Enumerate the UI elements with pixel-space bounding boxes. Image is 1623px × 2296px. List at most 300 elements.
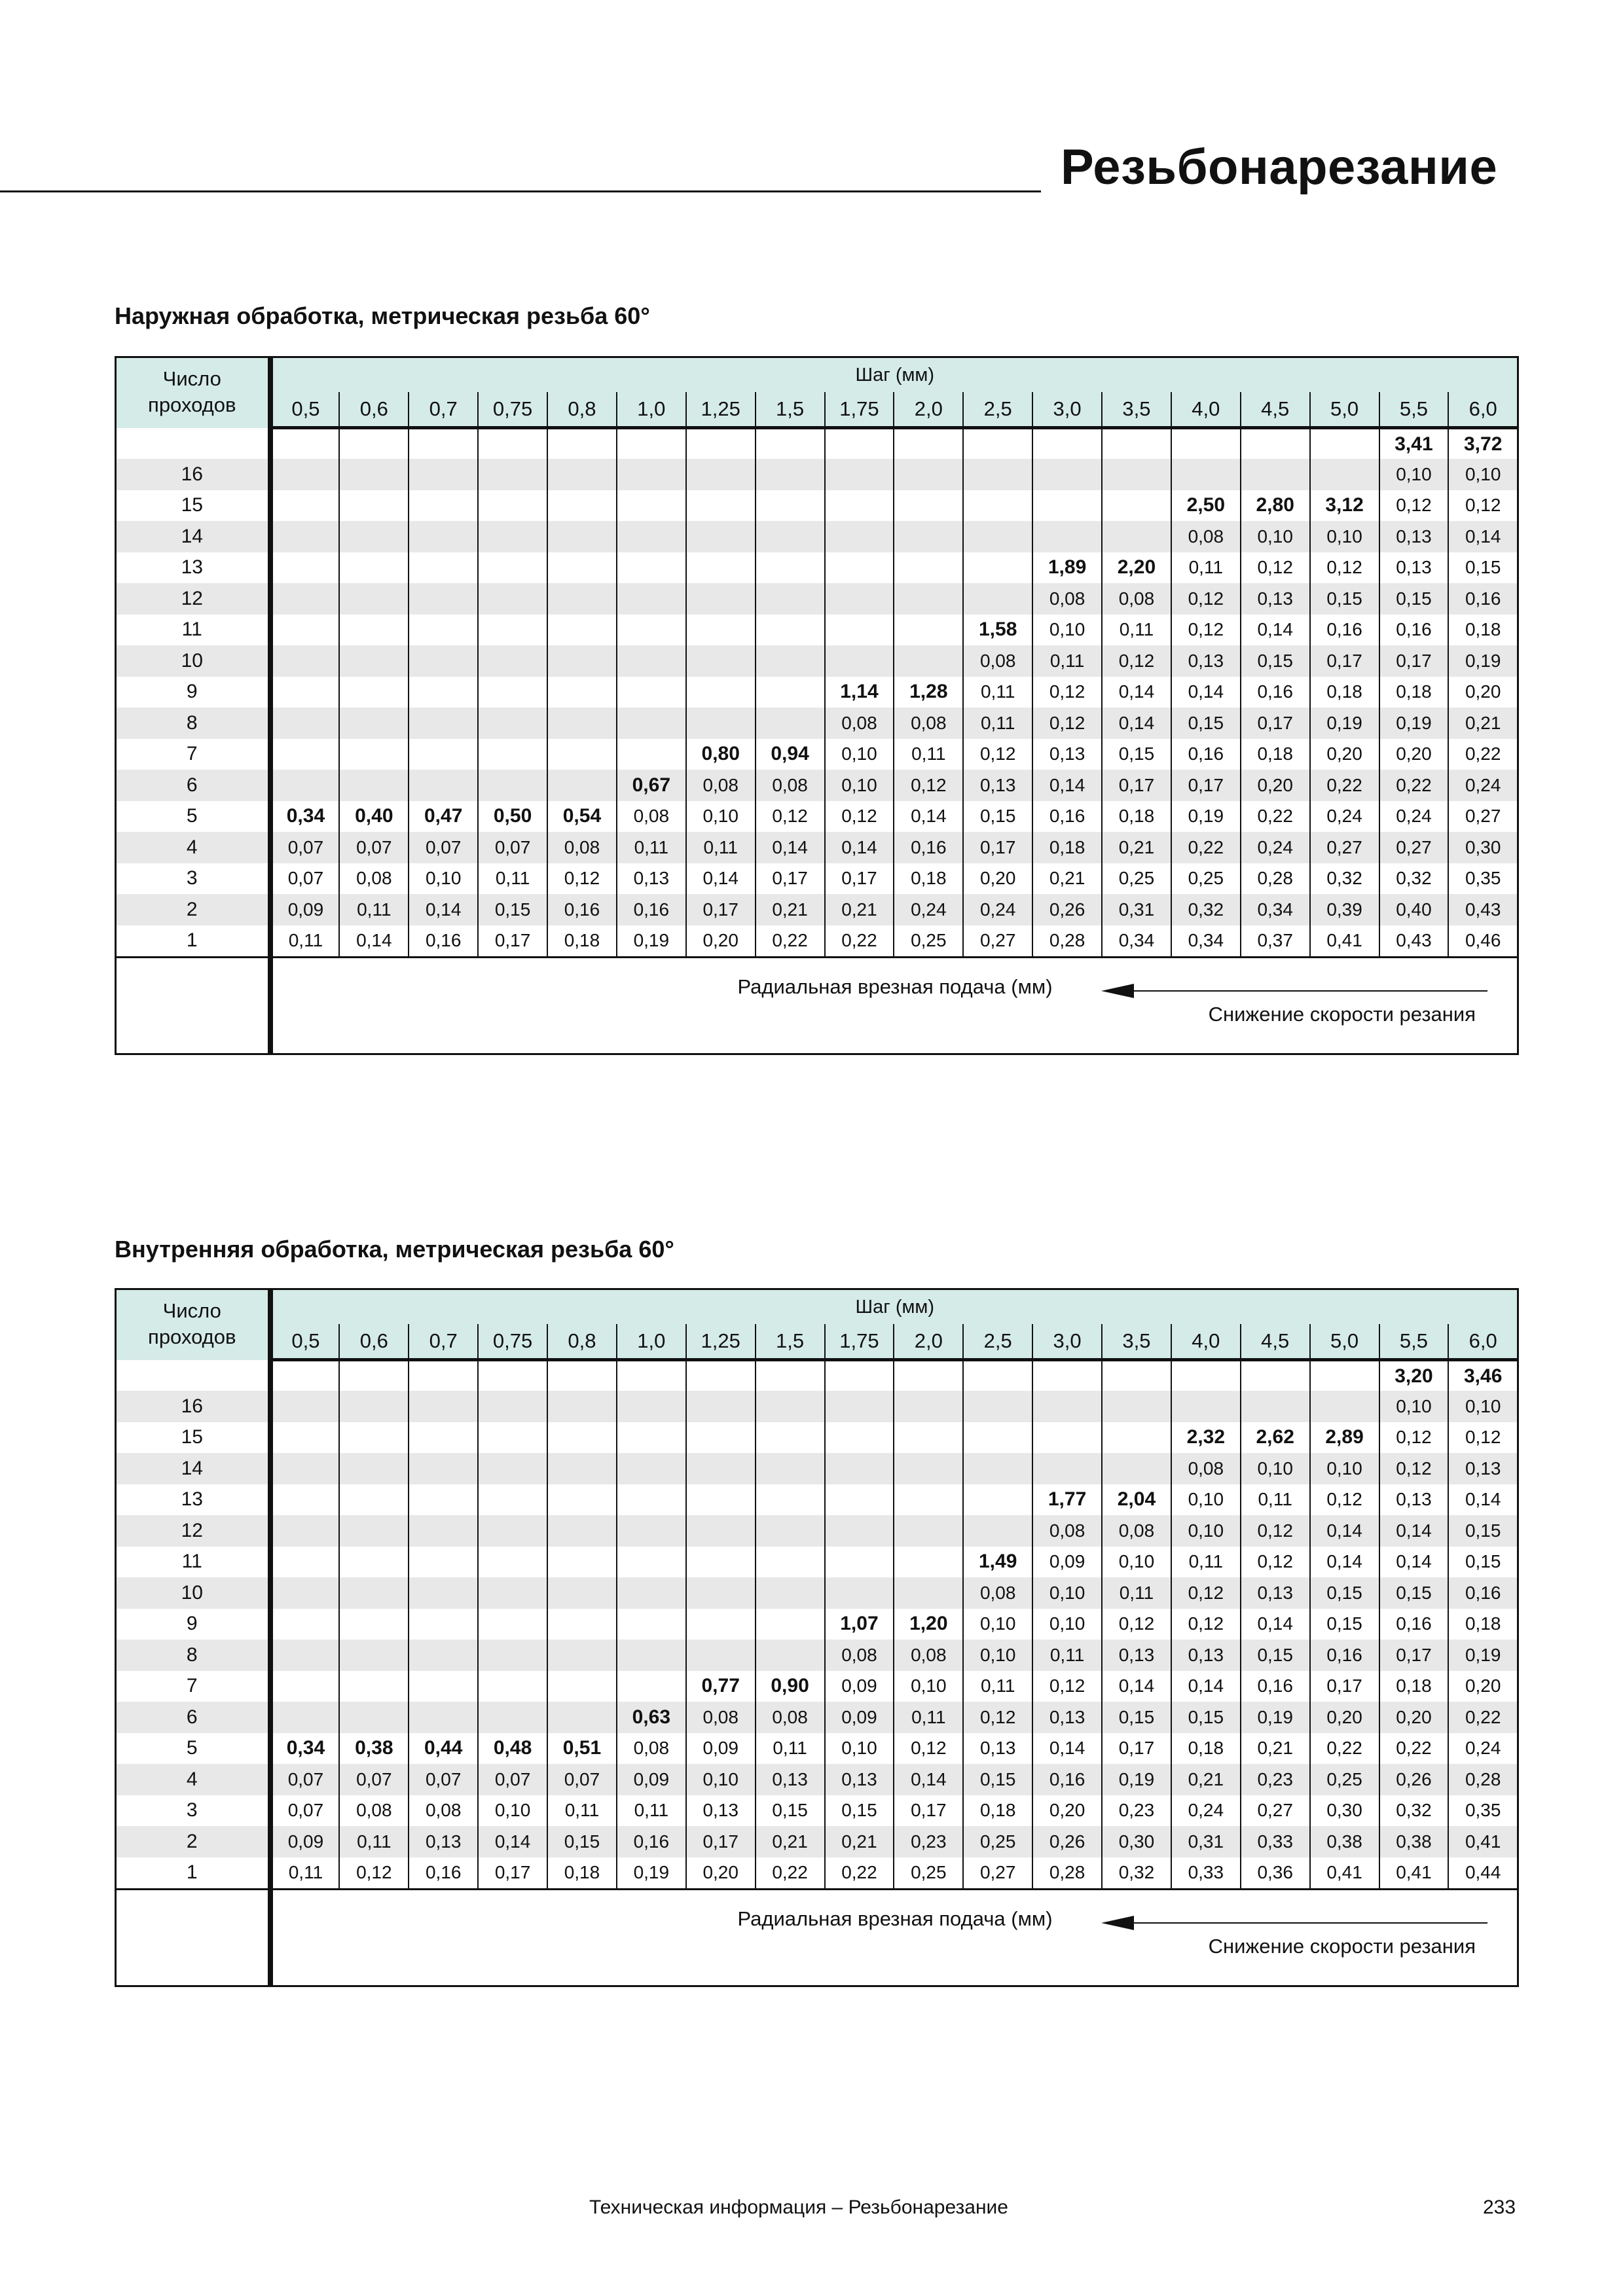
infeed-cell bbox=[478, 459, 547, 490]
radial-feed-label: Радиальная врезная подача (мм) bbox=[737, 1907, 1053, 1930]
infeed-cell: 0,10 bbox=[1310, 521, 1379, 552]
infeed-cell bbox=[547, 1360, 617, 1391]
infeed-cell: 0,15 bbox=[1448, 1547, 1518, 1578]
infeed-cell: 0,15 bbox=[963, 801, 1032, 833]
pitch-column-header: 3,5 bbox=[1102, 1324, 1171, 1360]
infeed-cell: 0,18 bbox=[894, 863, 963, 895]
infeed-cell bbox=[270, 677, 340, 708]
infeed-cell: 2,62 bbox=[1241, 1422, 1310, 1454]
page-heading: Резьбонарезание bbox=[1061, 139, 1498, 195]
infeed-cell bbox=[409, 1484, 478, 1516]
infeed-cell bbox=[1102, 428, 1171, 459]
infeed-cell bbox=[409, 521, 478, 552]
infeed-cell bbox=[409, 1547, 478, 1578]
infeed-cell bbox=[478, 552, 547, 584]
infeed-cell: 0,11 bbox=[1032, 1640, 1102, 1671]
passes-header-line2: проходов bbox=[148, 1325, 236, 1348]
infeed-cell: 0,14 bbox=[1310, 1515, 1379, 1547]
infeed-cell: 0,16 bbox=[547, 894, 617, 925]
infeed-cell bbox=[478, 490, 547, 522]
infeed-cell bbox=[1102, 1391, 1171, 1422]
infeed-cell bbox=[409, 677, 478, 708]
infeed-cell bbox=[339, 1640, 409, 1671]
infeed-cell: 0,19 bbox=[1448, 1640, 1518, 1671]
infeed-cell: 0,13 bbox=[1448, 1453, 1518, 1484]
infeed-cell: 0,18 bbox=[547, 925, 617, 958]
infeed-cell bbox=[1241, 1360, 1310, 1391]
infeed-cell: 0,15 bbox=[1241, 645, 1310, 677]
infeed-cell: 0,22 bbox=[825, 1857, 894, 1890]
infeed-cell: 0,12 bbox=[1379, 1453, 1449, 1484]
infeed-cell: 0,15 bbox=[825, 1795, 894, 1827]
infeed-cell: 0,20 bbox=[1448, 677, 1518, 708]
infeed-cell bbox=[617, 428, 686, 459]
table-footer bbox=[270, 958, 1518, 1054]
infeed-cell bbox=[1102, 490, 1171, 522]
infeed-cell bbox=[270, 1484, 340, 1516]
table-row bbox=[116, 1671, 1518, 1702]
infeed-cell: 0,15 bbox=[1310, 1577, 1379, 1609]
infeed-cell bbox=[756, 677, 825, 708]
infeed-cell: 0,16 bbox=[1448, 583, 1518, 615]
infeed-cell bbox=[270, 615, 340, 646]
infeed-cell: 0,37 bbox=[1241, 925, 1310, 958]
infeed-cell: 0,18 bbox=[1310, 677, 1379, 708]
infeed-cell: 0,20 bbox=[1032, 1795, 1102, 1827]
infeed-cell: 0,22 bbox=[1379, 770, 1449, 801]
table-row bbox=[116, 1609, 1518, 1640]
infeed-cell: 0,12 bbox=[1171, 615, 1241, 646]
infeed-cell: 0,27 bbox=[963, 925, 1032, 958]
pitch-column-header: 5,5 bbox=[1379, 1324, 1449, 1360]
infeed-cell: 0,15 bbox=[1310, 1609, 1379, 1640]
infeed-cell bbox=[270, 428, 340, 459]
infeed-cell: 0,19 bbox=[1102, 1764, 1171, 1795]
infeed-cell: 0,18 bbox=[1448, 1609, 1518, 1640]
infeed-cell: 0,15 bbox=[478, 894, 547, 925]
infeed-cell bbox=[270, 1671, 340, 1702]
infeed-cell bbox=[894, 1577, 963, 1609]
pitch-column-header: 1,5 bbox=[756, 392, 825, 428]
infeed-cell: 0,13 bbox=[686, 1795, 756, 1827]
infeed-cell: 0,16 bbox=[894, 832, 963, 863]
infeed-cell: 0,13 bbox=[1379, 521, 1449, 552]
infeed-cell: 0,19 bbox=[1448, 645, 1518, 677]
infeed-cell: 0,07 bbox=[409, 1764, 478, 1795]
infeed-cell: 0,20 bbox=[686, 925, 756, 958]
table-row bbox=[116, 1826, 1518, 1857]
infeed-cell: 0,17 bbox=[1102, 770, 1171, 801]
infeed-cell bbox=[409, 428, 478, 459]
infeed-cell: 0,09 bbox=[825, 1671, 894, 1702]
infeed-cell: 0,10 bbox=[686, 1764, 756, 1795]
infeed-cell bbox=[756, 1515, 825, 1547]
infeed-cell: 0,11 bbox=[547, 1795, 617, 1827]
infeed-cell: 2,80 bbox=[1241, 490, 1310, 522]
infeed-cell bbox=[547, 770, 617, 801]
infeed-cell bbox=[478, 708, 547, 739]
table-row bbox=[116, 552, 1518, 584]
pitch-column-header: 2,5 bbox=[963, 392, 1032, 428]
infeed-cell: 0,07 bbox=[287, 1800, 324, 1821]
infeed-cell: 3,72 bbox=[1448, 428, 1518, 459]
infeed-cell bbox=[617, 1609, 686, 1640]
pass-number: 11 bbox=[116, 1547, 270, 1578]
infeed-cell bbox=[825, 521, 894, 552]
table-row bbox=[116, 863, 1518, 895]
infeed-cell bbox=[478, 1453, 547, 1484]
infeed-cell: 0,15 bbox=[1448, 552, 1518, 584]
infeed-cell: 0,14 bbox=[1310, 1547, 1379, 1578]
infeed-cell: 0,27 bbox=[1241, 1795, 1310, 1827]
table-row bbox=[116, 645, 1518, 677]
infeed-cell: 0,12 bbox=[1171, 583, 1241, 615]
infeed-cell: 0,25 bbox=[894, 925, 963, 958]
infeed-cell: 0,13 bbox=[1032, 739, 1102, 770]
infeed-cell bbox=[894, 1515, 963, 1547]
infeed-cell bbox=[617, 583, 686, 615]
infeed-cell bbox=[894, 1422, 963, 1454]
pass-number: 2 bbox=[116, 894, 270, 925]
infeed-cell: 0,11 bbox=[756, 1733, 825, 1765]
infeed-cell: 0,19 bbox=[617, 925, 686, 958]
infeed-cell: 0,13 bbox=[1171, 1640, 1241, 1671]
infeed-cell bbox=[270, 770, 340, 801]
infeed-cell bbox=[686, 583, 756, 615]
infeed-cell: 0,11 bbox=[478, 863, 547, 895]
pass-number: 1 bbox=[116, 1857, 270, 1890]
infeed-cell bbox=[409, 583, 478, 615]
infeed-cell: 0,80 bbox=[686, 739, 756, 770]
infeed-cell: 0,24 bbox=[963, 894, 1032, 925]
infeed-cell: 0,26 bbox=[1379, 1764, 1449, 1795]
infeed-cell bbox=[409, 1515, 478, 1547]
infeed-cell: 0,11 bbox=[894, 739, 963, 770]
infeed-cell bbox=[756, 583, 825, 615]
infeed-cell bbox=[339, 1609, 409, 1640]
infeed-cell bbox=[409, 552, 478, 584]
infeed-cell bbox=[547, 645, 617, 677]
infeed-cell bbox=[894, 428, 963, 459]
infeed-cell bbox=[825, 615, 894, 646]
radial-feed-label: Радиальная врезная подача (мм) bbox=[737, 975, 1053, 998]
infeed-cell: 0,10 bbox=[1241, 521, 1310, 552]
infeed-cell: 1,20 bbox=[894, 1609, 963, 1640]
pitch-column-header: 0,6 bbox=[339, 392, 409, 428]
infeed-cell: 0,16 bbox=[409, 1857, 478, 1890]
passes-header bbox=[116, 1289, 270, 1360]
infeed-cell: 0,12 bbox=[1448, 490, 1518, 522]
infeed-cell: 0,23 bbox=[1241, 1764, 1310, 1795]
infeed-cell: 0,34 bbox=[1241, 894, 1310, 925]
pitch-column-header: 3,0 bbox=[1032, 392, 1102, 428]
infeed-cell bbox=[478, 583, 547, 615]
infeed-cell: 0,08 bbox=[339, 863, 409, 895]
infeed-cell: 0,13 bbox=[963, 1733, 1032, 1765]
infeed-cell: 0,09 bbox=[1032, 1547, 1102, 1578]
infeed-cell: 0,20 bbox=[1241, 770, 1310, 801]
infeed-cell: 0,15 bbox=[1379, 1577, 1449, 1609]
infeed-cell: 0,23 bbox=[1102, 1795, 1171, 1827]
infeed-cell bbox=[686, 1515, 756, 1547]
infeed-cell bbox=[686, 521, 756, 552]
infeed-cell: 0,12 bbox=[1241, 1547, 1310, 1578]
infeed-cell bbox=[686, 1484, 756, 1516]
infeed-cell: 0,32 bbox=[1379, 1795, 1449, 1827]
infeed-cell: 0,09 bbox=[686, 1733, 756, 1765]
infeed-cell: 0,18 bbox=[1379, 677, 1449, 708]
infeed-cell bbox=[547, 1547, 617, 1578]
infeed-cell: 0,30 bbox=[1102, 1826, 1171, 1857]
infeed-cell: 0,15 bbox=[547, 1826, 617, 1857]
infeed-cell bbox=[756, 1484, 825, 1516]
infeed-cell bbox=[825, 1515, 894, 1547]
infeed-cell bbox=[617, 1547, 686, 1578]
infeed-cell bbox=[1310, 428, 1379, 459]
infeed-cell: 0,16 bbox=[1310, 1640, 1379, 1671]
thread-table-internal bbox=[115, 1288, 1519, 1987]
table-row bbox=[116, 490, 1518, 522]
infeed-cell: 2,32 bbox=[1171, 1422, 1241, 1454]
pitch-column-header: 4,0 bbox=[1171, 392, 1241, 428]
infeed-cell bbox=[686, 1577, 756, 1609]
infeed-cell: 0,32 bbox=[1102, 1857, 1171, 1890]
infeed-cell bbox=[547, 677, 617, 708]
infeed-cell: 0,14 bbox=[894, 801, 963, 833]
infeed-cell: 0,25 bbox=[1310, 1764, 1379, 1795]
infeed-cell: 0,08 bbox=[963, 645, 1032, 677]
table-row bbox=[116, 521, 1518, 552]
infeed-cell: 0,14 bbox=[756, 832, 825, 863]
passes-header-line1: Число bbox=[162, 367, 221, 390]
infeed-cell: 0,10 bbox=[825, 739, 894, 770]
infeed-cell: 0,17 bbox=[1241, 708, 1310, 739]
infeed-cell: 0,13 bbox=[756, 1764, 825, 1795]
arrow-left-icon bbox=[1101, 983, 1487, 999]
pass-number: 15 bbox=[116, 490, 270, 522]
infeed-cell: 0,24 bbox=[1379, 801, 1449, 833]
infeed-cell bbox=[409, 1360, 478, 1391]
infeed-cell bbox=[339, 770, 409, 801]
infeed-cell bbox=[756, 1577, 825, 1609]
infeed-cell: 0,22 bbox=[825, 925, 894, 958]
infeed-cell bbox=[756, 645, 825, 677]
infeed-cell: 0,40 bbox=[339, 801, 409, 833]
infeed-cell: 0,18 bbox=[1171, 1733, 1241, 1765]
infeed-cell: 0,17 bbox=[478, 925, 547, 958]
infeed-cell: 0,19 bbox=[1171, 801, 1241, 833]
speed-reduction-label: Снижение скорости резания bbox=[1208, 1935, 1476, 1958]
infeed-cell: 0,19 bbox=[1241, 1702, 1310, 1733]
infeed-cell bbox=[547, 708, 617, 739]
infeed-cell bbox=[409, 1702, 478, 1733]
infeed-cell bbox=[547, 1577, 617, 1609]
infeed-cell: 0,11 bbox=[288, 930, 323, 951]
infeed-cell: 0,25 bbox=[894, 1857, 963, 1890]
infeed-cell bbox=[409, 1640, 478, 1671]
infeed-cell bbox=[825, 1484, 894, 1516]
infeed-cell: 0,08 bbox=[547, 832, 617, 863]
infeed-cell: 0,15 bbox=[1171, 1702, 1241, 1733]
infeed-cell: 0,14 bbox=[478, 1826, 547, 1857]
infeed-cell: 0,22 bbox=[1171, 832, 1241, 863]
pitch-column-header: 0,5 bbox=[270, 392, 340, 428]
infeed-cell: 0,17 bbox=[1310, 1671, 1379, 1702]
infeed-cell bbox=[409, 770, 478, 801]
infeed-cell: 0,18 bbox=[1032, 832, 1102, 863]
infeed-cell bbox=[339, 1391, 409, 1422]
infeed-cell bbox=[1102, 1453, 1171, 1484]
infeed-cell: 0,15 bbox=[1379, 583, 1449, 615]
infeed-cell: 0,11 bbox=[1171, 552, 1241, 584]
pass-number bbox=[116, 428, 270, 459]
infeed-cell: 0,28 bbox=[1032, 925, 1102, 958]
infeed-cell: 0,12 bbox=[1032, 1671, 1102, 1702]
infeed-cell: 0,40 bbox=[1379, 894, 1449, 925]
infeed-cell bbox=[756, 428, 825, 459]
infeed-cell: 0,16 bbox=[1379, 1609, 1449, 1640]
infeed-cell bbox=[686, 552, 756, 584]
infeed-cell: 0,12 bbox=[963, 739, 1032, 770]
infeed-cell bbox=[270, 583, 340, 615]
pass-number: 3 bbox=[116, 863, 270, 895]
infeed-cell: 0,08 bbox=[825, 708, 894, 739]
infeed-cell bbox=[825, 459, 894, 490]
infeed-cell bbox=[1171, 459, 1241, 490]
infeed-cell: 0,12 bbox=[1241, 552, 1310, 584]
pitch-column-header: 0,75 bbox=[478, 1324, 547, 1360]
infeed-cell: 0,12 bbox=[894, 1733, 963, 1765]
infeed-cell: 0,18 bbox=[1448, 615, 1518, 646]
infeed-cell: 0,14 bbox=[1171, 1671, 1241, 1702]
infeed-cell bbox=[1171, 1391, 1241, 1422]
infeed-cell bbox=[409, 645, 478, 677]
infeed-cell: 0,09 bbox=[270, 894, 340, 925]
infeed-cell bbox=[339, 1547, 409, 1578]
infeed-cell: 0,08 bbox=[894, 708, 963, 739]
footer-text: Техническая информация – Резьбонарезание bbox=[589, 2197, 1008, 2218]
table-row bbox=[116, 708, 1518, 739]
infeed-cell bbox=[478, 739, 547, 770]
infeed-cell bbox=[270, 1577, 340, 1609]
infeed-cell: 0,13 bbox=[1379, 1484, 1449, 1516]
infeed-cell: 0,54 bbox=[547, 801, 617, 833]
infeed-cell bbox=[617, 615, 686, 646]
infeed-cell bbox=[547, 1391, 617, 1422]
infeed-cell: 0,47 bbox=[409, 801, 478, 833]
infeed-cell bbox=[339, 615, 409, 646]
passes-header-line1: Число bbox=[162, 1299, 221, 1322]
infeed-cell: 0,10 bbox=[963, 1609, 1032, 1640]
infeed-cell: 0,19 bbox=[1310, 708, 1379, 739]
infeed-cell bbox=[339, 1484, 409, 1516]
pass-number: 12 bbox=[116, 1515, 270, 1547]
infeed-cell: 0,22 bbox=[756, 1857, 825, 1890]
infeed-cell: 0,18 bbox=[1379, 1671, 1449, 1702]
pass-number: 10 bbox=[116, 1577, 270, 1609]
infeed-cell: 0,16 bbox=[1310, 615, 1379, 646]
infeed-cell: 0,38 bbox=[339, 1733, 409, 1765]
infeed-cell: 0,22 bbox=[1241, 801, 1310, 833]
infeed-cell: 0,14 bbox=[1448, 1484, 1518, 1516]
infeed-cell: 0,12 bbox=[1448, 1422, 1518, 1454]
infeed-cell: 0,12 bbox=[1171, 1609, 1241, 1640]
header-rule bbox=[0, 190, 1041, 192]
infeed-cell bbox=[339, 428, 409, 459]
infeed-cell: 0,10 bbox=[1379, 1391, 1449, 1422]
infeed-cell bbox=[686, 490, 756, 522]
infeed-cell: 0,10 bbox=[686, 801, 756, 833]
infeed-cell bbox=[1102, 459, 1171, 490]
infeed-cell bbox=[756, 1609, 825, 1640]
infeed-cell bbox=[686, 677, 756, 708]
infeed-cell: 0,19 bbox=[1379, 708, 1449, 739]
infeed-cell bbox=[478, 770, 547, 801]
infeed-cell: 0,10 bbox=[1448, 1391, 1518, 1422]
table-row bbox=[116, 428, 1518, 459]
infeed-cell: 0,16 bbox=[1379, 615, 1449, 646]
infeed-cell bbox=[339, 1515, 409, 1547]
infeed-cell bbox=[478, 645, 547, 677]
table-row bbox=[116, 677, 1518, 708]
infeed-cell: 0,12 bbox=[825, 801, 894, 833]
infeed-cell bbox=[478, 1702, 547, 1733]
infeed-cell bbox=[409, 1671, 478, 1702]
infeed-cell bbox=[963, 1391, 1032, 1422]
infeed-cell: 0,48 bbox=[478, 1733, 547, 1765]
infeed-cell bbox=[756, 1360, 825, 1391]
infeed-cell bbox=[339, 1360, 409, 1391]
pass-number: 5 bbox=[116, 1733, 270, 1765]
infeed-cell: 0,13 bbox=[1241, 1577, 1310, 1609]
pass-number: 7 bbox=[116, 739, 270, 770]
infeed-cell: 0,12 bbox=[1032, 708, 1102, 739]
infeed-cell bbox=[1241, 1391, 1310, 1422]
infeed-cell bbox=[825, 645, 894, 677]
speed-reduction-label: Снижение скорости резания bbox=[1208, 1003, 1476, 1026]
infeed-cell bbox=[547, 1515, 617, 1547]
infeed-cell: 0,17 bbox=[963, 832, 1032, 863]
infeed-cell: 0,15 bbox=[963, 1764, 1032, 1795]
table-row bbox=[116, 832, 1518, 863]
infeed-cell: 0,13 bbox=[1379, 552, 1449, 584]
infeed-cell: 0,07 bbox=[270, 1764, 340, 1795]
infeed-cell: 0,19 bbox=[617, 1857, 686, 1890]
infeed-cell bbox=[756, 615, 825, 646]
pitch-column-header: 4,0 bbox=[1171, 1324, 1241, 1360]
pitch-column-header: 2,5 bbox=[963, 1324, 1032, 1360]
infeed-cell bbox=[1241, 459, 1310, 490]
pass-number: 5 bbox=[116, 801, 270, 833]
infeed-cell bbox=[686, 1640, 756, 1671]
table-row bbox=[116, 1422, 1518, 1454]
infeed-cell bbox=[270, 459, 340, 490]
infeed-cell bbox=[547, 490, 617, 522]
infeed-cell: 0,16 bbox=[617, 1826, 686, 1857]
table-row bbox=[116, 1484, 1518, 1516]
infeed-cell bbox=[894, 1547, 963, 1578]
infeed-cell bbox=[963, 521, 1032, 552]
infeed-cell: 0,14 bbox=[409, 894, 478, 925]
infeed-cell bbox=[270, 1360, 340, 1391]
pass-number: 13 bbox=[116, 1484, 270, 1516]
infeed-cell: 0,67 bbox=[617, 770, 686, 801]
infeed-cell: 0,27 bbox=[1379, 832, 1449, 863]
infeed-cell: 0,12 bbox=[1102, 1609, 1171, 1640]
infeed-cell: 0,21 bbox=[1448, 708, 1518, 739]
infeed-cell bbox=[409, 1609, 478, 1640]
infeed-cell: 1,58 bbox=[963, 615, 1032, 646]
